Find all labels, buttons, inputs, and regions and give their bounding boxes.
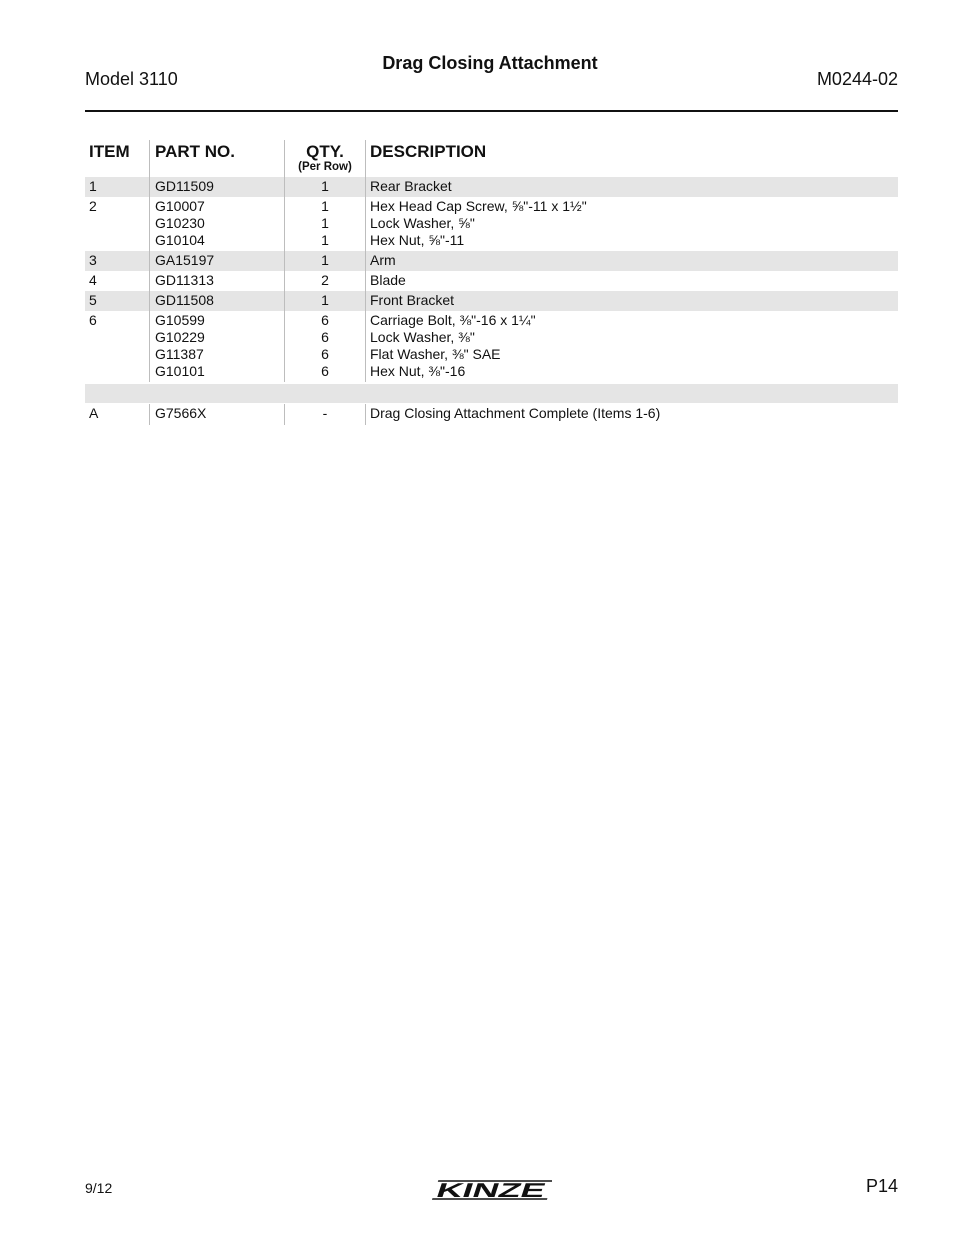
column-divider bbox=[149, 140, 150, 177]
column-divider bbox=[365, 251, 366, 271]
column-divider bbox=[149, 251, 150, 271]
header-qty-subtitle: (Per Row) bbox=[298, 161, 352, 173]
part-number: GD11313 bbox=[155, 272, 214, 288]
table-row bbox=[85, 271, 898, 291]
assembly-quantity: - bbox=[322, 405, 328, 421]
quantity: 6 bbox=[321, 346, 329, 362]
part-number: G10007 bbox=[155, 198, 205, 214]
footer-page-number: P14 bbox=[865, 1176, 898, 1196]
part-numbers bbox=[155, 252, 214, 269]
item-number: 2 bbox=[89, 198, 97, 214]
column-divider bbox=[149, 271, 150, 291]
column-divider bbox=[149, 197, 150, 251]
table-header bbox=[85, 140, 898, 177]
header-item: ITEM bbox=[89, 142, 130, 161]
description: Carriage Bolt, ⅜"-16 x 1¼" bbox=[370, 312, 536, 328]
svg-text:KINZE: KINZE bbox=[433, 1179, 501, 1202]
quantities bbox=[285, 252, 365, 269]
column-divider bbox=[365, 404, 366, 425]
part-numbers bbox=[155, 178, 214, 195]
descriptions bbox=[370, 178, 452, 195]
part-number: G10104 bbox=[155, 232, 205, 248]
table-row bbox=[85, 197, 898, 251]
column-divider bbox=[365, 271, 366, 291]
column-divider bbox=[365, 177, 366, 197]
quantity: 1 bbox=[321, 292, 329, 308]
descriptions bbox=[370, 198, 587, 249]
descriptions bbox=[370, 252, 396, 269]
table-row bbox=[85, 311, 898, 382]
assembly-item: A bbox=[89, 405, 99, 421]
descriptions bbox=[370, 312, 536, 380]
table-row bbox=[85, 177, 898, 197]
header-qty: QTY. bbox=[306, 142, 344, 161]
table-body bbox=[85, 177, 898, 425]
description: Rear Bracket bbox=[370, 178, 452, 194]
quantity: 1 bbox=[321, 215, 329, 231]
quantities bbox=[285, 178, 365, 195]
quantities bbox=[285, 292, 365, 309]
part-number: G10230 bbox=[155, 215, 205, 231]
table-row bbox=[85, 291, 898, 311]
column-divider bbox=[365, 291, 366, 311]
description: Lock Washer, ⅜" bbox=[370, 329, 475, 345]
quantity: 1 bbox=[321, 252, 329, 268]
part-numbers bbox=[155, 292, 214, 309]
quantity: 6 bbox=[321, 363, 329, 379]
quantity: 6 bbox=[321, 329, 329, 345]
header-description: DESCRIPTION bbox=[370, 142, 487, 161]
assembly-row bbox=[85, 404, 898, 425]
part-numbers bbox=[155, 272, 214, 289]
part-number: G10229 bbox=[155, 329, 205, 345]
part-number: G11387 bbox=[155, 346, 204, 362]
item-number: 4 bbox=[89, 272, 97, 288]
quantities bbox=[285, 198, 365, 249]
part-number: GD11509 bbox=[155, 178, 214, 194]
column-divider bbox=[365, 197, 366, 251]
item-number: 5 bbox=[89, 292, 97, 308]
column-divider bbox=[365, 140, 366, 177]
quantities bbox=[285, 272, 365, 289]
header-part-no: PART NO. bbox=[155, 142, 235, 161]
column-divider bbox=[149, 404, 150, 425]
quantity: 1 bbox=[321, 198, 329, 214]
page-title: Drag Closing Attachment bbox=[382, 53, 598, 73]
descriptions bbox=[370, 272, 406, 289]
part-number: GD11508 bbox=[155, 292, 214, 308]
description: Arm bbox=[370, 252, 396, 268]
description: Hex Head Cap Screw, ⅝"-11 x 1½" bbox=[370, 198, 587, 214]
item-number: 3 bbox=[89, 252, 97, 268]
assembly-part-number: G7566X bbox=[155, 405, 207, 421]
descriptions bbox=[370, 292, 454, 309]
column-divider bbox=[365, 311, 366, 382]
header-rule bbox=[85, 110, 898, 112]
description: Blade bbox=[370, 272, 406, 288]
assembly-description: Drag Closing Attachment Complete (Items 1-6) bbox=[370, 405, 661, 421]
spacer-row bbox=[85, 384, 898, 403]
quantities bbox=[285, 312, 365, 380]
item-number: 1 bbox=[89, 178, 97, 194]
column-divider bbox=[149, 291, 150, 311]
description: Hex Nut, ⅝"-11 bbox=[370, 232, 465, 248]
document-number: M0244-02 bbox=[816, 69, 898, 89]
part-number: G10599 bbox=[155, 312, 205, 328]
quantity: 1 bbox=[321, 232, 329, 248]
quantity: 6 bbox=[321, 312, 329, 328]
column-divider bbox=[149, 311, 150, 382]
description: Front Bracket bbox=[370, 292, 455, 308]
parts-table bbox=[85, 140, 898, 425]
column-divider bbox=[149, 177, 150, 197]
quantity: 1 bbox=[321, 178, 329, 194]
description: Lock Washer, ⅝" bbox=[370, 215, 475, 231]
model-label: Model 3110 bbox=[85, 69, 178, 89]
description: Hex Nut, ⅜"-16 bbox=[370, 363, 466, 379]
quantity: 2 bbox=[321, 272, 329, 288]
item-number: 6 bbox=[89, 312, 97, 328]
description: Flat Washer, ⅜" SAE bbox=[370, 346, 501, 362]
part-numbers bbox=[155, 312, 205, 380]
part-number: G10101 bbox=[155, 363, 205, 379]
part-number: GA15197 bbox=[155, 252, 215, 268]
table-row bbox=[85, 251, 898, 271]
footer-date: 9/12 bbox=[85, 1180, 113, 1196]
kinze-logo bbox=[430, 1175, 552, 1205]
part-numbers bbox=[155, 198, 205, 249]
